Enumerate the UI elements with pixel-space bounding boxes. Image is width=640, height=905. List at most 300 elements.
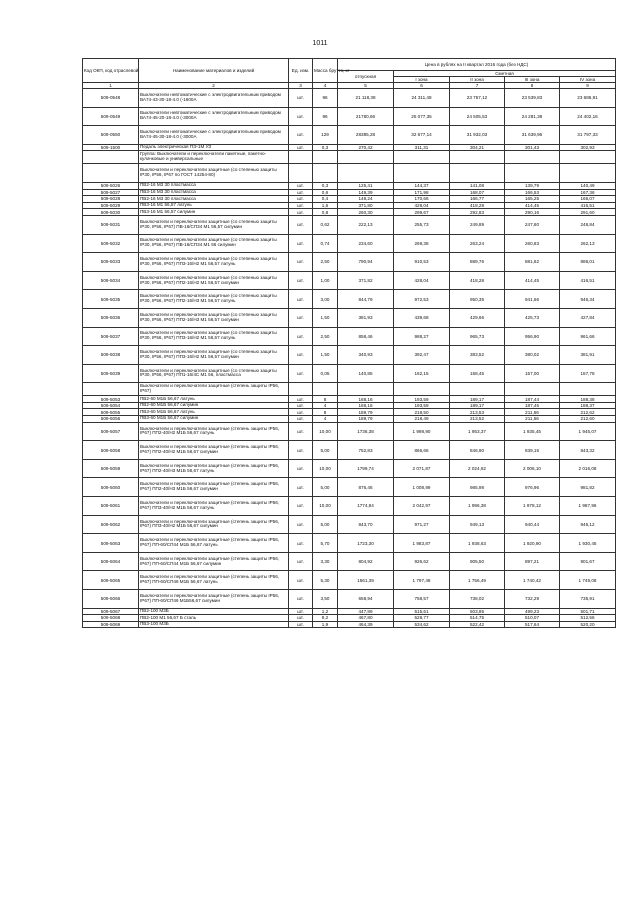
cell-z1: 988,27 (394, 327, 450, 346)
cell-mass: 0,62 (313, 215, 338, 234)
cell-name: ПВ3-60 М1Б 56,67 латунь (139, 409, 289, 416)
cell-name: Выключатели и переключатели защитные (степень защиты IP56, IP67) ПП-60/СП44 М1Б 56,67 силумин (139, 552, 289, 571)
cell-mass: 8 (313, 396, 338, 403)
cell-z2: 249,89 (450, 215, 505, 234)
cell-z1: 24 311,48 (394, 89, 450, 108)
cell-name: Выключатели и переключатели защитные (со степенью защиты IP30, IP56, IP67) ПП2-16/Н2 М1 56,57 силумин (139, 271, 289, 290)
table-row (83, 402, 616, 409)
table-row (83, 89, 616, 108)
cell-unit: шт. (289, 590, 313, 609)
table-row (83, 164, 616, 183)
cell-z4: 1 987,96 (560, 497, 616, 516)
cell-z4: 212,62 (560, 409, 616, 416)
cell-z4: 188,38 (560, 396, 616, 403)
cell-z2 (450, 151, 505, 164)
cell-code: 509-5054 (83, 402, 139, 409)
cell-z2: 522,42 (450, 621, 505, 628)
cell-z3 (505, 151, 560, 164)
cell-z2: 213,52 (450, 416, 505, 423)
cell-unit: шт. (289, 346, 313, 365)
cell-code: 509-5029 (83, 202, 139, 209)
cell-z2: 985,98 (450, 478, 505, 497)
cell-z4 (560, 164, 616, 183)
col-number: 3 (289, 83, 313, 89)
table-row (83, 441, 616, 460)
cell-z4: 501,71 (560, 608, 616, 615)
cell-unit: шт. (289, 144, 313, 151)
cell-z1: 2 071,87 (394, 459, 450, 478)
cell-name: Выключатели и переключатели защитные (со степенью защиты IP30, IP56, IP67) ПП3-16/Н2 М1 56,57 силумин (139, 346, 289, 365)
table-row (83, 608, 616, 615)
cell-name: Выключатели и переключатели защитные (со степенью защиты IP30, IP56, IP67) ПП2-16/Н3 М1 56,57 силумин (139, 308, 289, 327)
cell-z3: 247,60 (505, 215, 560, 234)
table-body (83, 89, 616, 628)
table-row (83, 202, 616, 209)
cell-z2: 23 757,12 (450, 89, 505, 108)
cell-code: 509-5026 (83, 182, 139, 189)
cell-z2: 905,50 (450, 552, 505, 571)
cell-name: ПВ3-16 М1 56,57 силумин (139, 209, 289, 216)
cell-mass: 96 (313, 89, 338, 108)
cell-z3: 881,62 (505, 253, 560, 272)
cell-mass: 5,00 (313, 441, 338, 460)
cell-release: 234,60 (338, 234, 394, 253)
cell-unit: шт. (289, 271, 313, 290)
cell-name: ПВ2-60 М1Б 56,67 силумин (139, 402, 289, 409)
cell-release: 125,41 (338, 182, 394, 189)
cell-code: 509-5061 (83, 497, 139, 516)
cell-z2: 189,17 (450, 402, 505, 409)
cell-code: 509-5055 (83, 409, 139, 416)
table-row (83, 416, 616, 423)
cell-z3: 1 978,12 (505, 497, 560, 516)
cell-code (83, 383, 139, 396)
cell-mass: 10,00 (313, 459, 338, 478)
cell-name: Выключатели и переключатели защитные (со степенью защиты IP30, IP56, IP67) ПП2-16/Н3 М1 56,57 латунь (139, 290, 289, 309)
cell-z1: 866,66 (394, 441, 450, 460)
cell-code: 509-1500 (83, 144, 139, 151)
cell-code: 509-5034 (83, 271, 139, 290)
cell-name: Выключатели и переключатели защитные (степень защиты IP56, IP67) ПП2-40/Н2 М1Б 56,67 силумин (139, 441, 289, 460)
cell-z2: 418,28 (450, 202, 505, 209)
cell-z3: 166,53 (505, 189, 560, 196)
cell-z1 (394, 383, 450, 396)
cell-release: 1736,38 (338, 422, 394, 441)
cell-z2: 383,52 (450, 346, 505, 365)
cell-release: 844,79 (338, 290, 394, 309)
cell-z3 (505, 383, 560, 396)
cell-z1: 218,50 (394, 409, 450, 416)
cell-name: Педаль электрическая ПЭ-1М УЗ (139, 144, 289, 151)
cell-z1: 218,49 (394, 416, 450, 423)
cell-code: 509-5057 (83, 422, 139, 441)
cell-z3: 211,56 (505, 409, 560, 416)
cell-release: 1799,74 (338, 459, 394, 478)
cell-z2: 889,76 (450, 253, 505, 272)
cell-z4: 167,36 (560, 189, 616, 196)
cell-z1: 428,04 (394, 271, 450, 290)
col-number: 9 (560, 83, 616, 89)
cell-release: 168,16 (338, 402, 394, 409)
cell-z1: 1 998,90 (394, 422, 450, 441)
table-row (83, 215, 616, 234)
cell-mass: 96 (313, 107, 338, 126)
cell-name: ПВ2-16 М3 30 пластмасса (139, 196, 289, 203)
cell-z3: 301,43 (505, 144, 560, 151)
cell-z3: 897,21 (505, 552, 560, 571)
cell-z1: 439,68 (394, 308, 450, 327)
table-row (83, 144, 616, 151)
table-row (83, 590, 616, 609)
cell-z2: 168,07 (450, 189, 505, 196)
cell-unit: шт. (289, 409, 313, 416)
cell-z2: 141,08 (450, 182, 505, 189)
cell-z2: 503,85 (450, 608, 505, 615)
cell-mass: 10,00 (313, 422, 338, 441)
cell-mass: 5,30 (313, 571, 338, 590)
table-row (83, 253, 616, 272)
cell-release: 467,80 (338, 615, 394, 622)
cell-name: Выключатели и переключатели защитные (степень защиты IP56, IP67) ПП-60/СП44 М1Б 56,67 латунь (139, 534, 289, 553)
cell-code: 509-5038 (83, 346, 139, 365)
table-row (83, 290, 616, 309)
cell-z4: 140,49 (560, 182, 616, 189)
cell-z3: 31 639,96 (505, 126, 560, 145)
cell-code (83, 164, 139, 183)
cell-name: ПВ3-60 М1Б 56,67 силумин (139, 416, 289, 423)
cell-unit: шт. (289, 202, 313, 209)
cell-name: Выключатели и переключатели защитные (степень защиты IP56, IP67) ПП-60/СП46 М1Б56,67 силумин (139, 590, 289, 609)
cell-z3: 941,66 (505, 290, 560, 309)
cell-z2: 166,77 (450, 196, 505, 203)
cell-name: ПВ2-16 М3 30 пластмасса (139, 182, 289, 189)
cell-name: ПВ2-100 М3Б (139, 608, 289, 615)
cell-name: Выключатели и переключатели защитные (со степенью защиты IP30, IP56, IP67) ПВ-16/СП34 М1 56 силумин (139, 234, 289, 253)
cell-release: 148,24 (338, 196, 394, 203)
cell-mass: 9,2 (313, 615, 338, 622)
cell-name: Выключатели и переключатели защитные (со степенью защиты IP30, IP56, IP67) ПП1-16/4С М1 56, пластмасса (139, 364, 289, 383)
cell-release: 1774,84 (338, 497, 394, 516)
cell-z4: 166,07 (560, 196, 616, 203)
cell-z3: 2 006,10 (505, 459, 560, 478)
cell-code: 509-5062 (83, 515, 139, 534)
cell-unit: шт. (289, 327, 313, 346)
cell-mass: 1,2 (313, 608, 338, 615)
table-row (83, 478, 616, 497)
cell-z4: 381,91 (560, 346, 616, 365)
table-row (83, 189, 616, 196)
cell-z1: 2 042,97 (394, 497, 450, 516)
table-row (83, 383, 616, 396)
cell-z2: 1 996,38 (450, 497, 505, 516)
cell-name: Выключатели и переключатели защитные (степень защиты IP56, IP67) ПП3-40/Н2 М1Б 56,67 латунь (139, 497, 289, 516)
cell-z4: 1 930,45 (560, 534, 616, 553)
cell-z3: 23 539,83 (505, 89, 560, 108)
col-number: 8 (505, 83, 560, 89)
cell-unit: шт. (289, 126, 313, 145)
cell-z4: 416,51 (560, 271, 616, 290)
header-zone-1: I зона (394, 77, 450, 83)
cell-mass: 4 (313, 416, 338, 423)
table-row (83, 534, 616, 553)
cell-code: 509-5036 (83, 308, 139, 327)
header-mass: Масса брутто, кг (313, 59, 338, 83)
header-release: отпускная (338, 71, 394, 83)
cell-z4: 945,12 (560, 515, 616, 534)
cell-unit: шт. (289, 459, 313, 478)
cell-name: Группа: Выключатели и переключатели пакетные, пакетно-кулачковые и универсальные (139, 151, 289, 164)
cell-unit: шт. (289, 89, 313, 108)
cell-unit: шт. (289, 571, 313, 590)
cell-code: 509-5030 (83, 209, 139, 216)
cell-z3: 425,73 (505, 308, 560, 327)
cell-z4: 961,66 (560, 327, 616, 346)
cell-name: Выключатели невтоматические с электродвигательным приводом ВА74-45-20-18-4.0 (-3000А (139, 107, 289, 126)
cell-z2: 738,02 (450, 590, 505, 609)
cell-mass: 1,6 (313, 202, 338, 209)
table-row (83, 308, 616, 327)
table-row (83, 515, 616, 534)
cell-unit: шт. (289, 478, 313, 497)
col-number: 6 (394, 83, 450, 89)
table-row (83, 234, 616, 253)
cell-unit: шт. (289, 441, 313, 460)
cell-z1: 171,98 (394, 189, 450, 196)
cell-name: Выключатели и переключатели защитные (степень защиты IP56, IP67) ПП3-40/Н2 М1Б 56,67 силумин (139, 515, 289, 534)
cell-release: 28385,28 (338, 126, 394, 145)
table-row (83, 126, 616, 145)
cell-code: 509-5028 (83, 196, 139, 203)
cell-z4: 735,91 (560, 590, 616, 609)
header-code: Код ОКП, код отраслевой (83, 59, 139, 83)
cell-code (83, 151, 139, 164)
cell-z4: 31 797,33 (560, 126, 616, 145)
cell-mass: 4 (313, 402, 338, 409)
cell-release: 260,30 (338, 209, 394, 216)
cell-z4 (560, 383, 616, 396)
cell-mass: 8 (313, 409, 338, 416)
table-row (83, 327, 616, 346)
cell-release: 222,13 (338, 215, 394, 234)
cell-name: ПВ2-100 М1 56,67 Б сталь (139, 615, 289, 622)
cell-mass: 0,4 (313, 196, 338, 203)
cell-unit: шт. (289, 290, 313, 309)
cell-z2: 965,73 (450, 327, 505, 346)
cell-z1: 311,31 (394, 144, 450, 151)
cell-z2: 213,53 (450, 409, 505, 416)
cell-mass: 1,00 (313, 271, 338, 290)
table-row (83, 151, 616, 164)
cell-name: Выключатели и переключатели защитные (степень защиты IP56, IP67) (139, 383, 289, 396)
cell-unit: шт. (289, 364, 313, 383)
cell-unit: шт. (289, 422, 313, 441)
cell-z3: 24 281,38 (505, 107, 560, 126)
cell-mass: 5,00 (313, 478, 338, 497)
cell-unit: шт. (289, 308, 313, 327)
cell-z3: 211,56 (505, 416, 560, 423)
cell-z3: 976,96 (505, 478, 560, 497)
cell-z2: 31 932,03 (450, 126, 505, 145)
cell-mass: 1,9 (313, 621, 338, 628)
cell-z4: 427,84 (560, 308, 616, 327)
cell-release: 168,16 (338, 396, 394, 403)
cell-unit: шт. (289, 497, 313, 516)
cell-release: 858,46 (338, 327, 394, 346)
cell-z4: 512,56 (560, 615, 616, 622)
cell-z1: 255,73 (394, 215, 450, 234)
cell-name: ПВ3-16 М3 30 пластмасса (139, 189, 289, 196)
cell-z3: 499,23 (505, 608, 560, 615)
cell-name: Выключатели и переключатели защитные (со степенью защиты IP30, IP56, IP67 по ГОСТ 14254-80) (139, 164, 289, 183)
cell-z4: 248,84 (560, 215, 616, 234)
cell-z1: 25 077,35 (394, 107, 450, 126)
cell-z3: 1 935,45 (505, 422, 560, 441)
cell-mass: 0,6 (313, 189, 338, 196)
cell-mass: 10,00 (313, 497, 338, 516)
cell-z2: 263,24 (450, 234, 505, 253)
cell-z4: 843,32 (560, 441, 616, 460)
cell-code: 509-5039 (83, 364, 139, 383)
cell-release: 804,92 (338, 552, 394, 571)
cell-code: 509-5059 (83, 459, 139, 478)
cell-z4: 262,13 (560, 234, 616, 253)
cell-z2 (450, 164, 505, 183)
cell-release: 189,79 (338, 416, 394, 423)
cell-unit: шт. (289, 182, 313, 189)
cell-release: 21780,66 (338, 107, 394, 126)
cell-z4 (560, 151, 616, 164)
cell-z1: 392,47 (394, 346, 450, 365)
cell-unit: шт. (289, 215, 313, 234)
cell-z2: 514,75 (450, 615, 505, 622)
cell-z1: 32 677,14 (394, 126, 450, 145)
table-row (83, 422, 616, 441)
cell-z2: 418,28 (450, 271, 505, 290)
cell-code: 509-5069 (83, 621, 139, 628)
header-unit: Ед. изм. (289, 59, 313, 83)
cell-release (338, 383, 394, 396)
cell-name: Выключатели и переключатели защитные (степень защиты IP56, IP67) ПП2-40/Н2 М1Б 56,67 латунь (139, 422, 289, 441)
cell-z4: 416,51 (560, 202, 616, 209)
cell-z4: 157,78 (560, 364, 616, 383)
cell-z4: 1 945,07 (560, 422, 616, 441)
cell-release: 1723,30 (338, 534, 394, 553)
cell-z1: 972,53 (394, 290, 450, 309)
cell-z3: 510,07 (505, 615, 560, 622)
cell-mass: 2,50 (313, 327, 338, 346)
cell-name: Выключатели и переключатели защитные (со степенью защиты IP30, IP56, IP67) ПВ-16/СП34 М1 56,57 силумин (139, 215, 289, 234)
cell-z4: 291,60 (560, 209, 616, 216)
cell-unit (289, 151, 313, 164)
header-smetnaya: Сметная (394, 71, 616, 77)
cell-code: 509-5067 (83, 608, 139, 615)
cell-z2: 304,21 (450, 144, 505, 151)
col-number: 4 (313, 83, 338, 89)
page-number: 1011 (312, 40, 328, 47)
cell-code: 509-5037 (83, 327, 139, 346)
cell-z3: 956,90 (505, 327, 560, 346)
cell-z1: 971,27 (394, 515, 450, 534)
cell-release: 752,83 (338, 441, 394, 460)
cell-code: 509-5053 (83, 396, 139, 403)
cell-release: 790,94 (338, 253, 394, 272)
cell-z4: 212,60 (560, 416, 616, 423)
cell-name: Выключатели невтоматические с электродвигательным приводом ВА74-45-30-18-4.0 (-3000А (139, 126, 289, 145)
cell-z2: 158,45 (450, 364, 505, 383)
header-zone-3: III зона (505, 77, 560, 83)
cell-z1: 193,59 (394, 396, 450, 403)
cell-mass: 129 (313, 126, 338, 145)
cell-mass: 5,70 (313, 534, 338, 553)
cell-code: 509-5066 (83, 590, 139, 609)
cell-z2: 292,83 (450, 209, 505, 216)
cell-z3: 517,64 (505, 621, 560, 628)
cell-z3: 839,15 (505, 441, 560, 460)
cell-release: 381,93 (338, 308, 394, 327)
cell-z2: 950,35 (450, 290, 505, 309)
cell-z1 (394, 151, 450, 164)
cell-release: 21 118,38 (338, 89, 394, 108)
cell-z3: 414,45 (505, 202, 560, 209)
cell-z1: 534,62 (394, 621, 450, 628)
cell-mass (313, 164, 338, 183)
cell-code: 509-5063 (83, 534, 139, 553)
cell-name: Выключатели и переключатели защитные (степень защиты IP56, IP67) ПП2-40/Н3 М1Б 56,67 латунь (139, 459, 289, 478)
cell-unit: шт. (289, 209, 313, 216)
table-row (83, 621, 616, 628)
cell-unit: шт. (289, 234, 313, 253)
cell-code: 509-5058 (83, 441, 139, 460)
cell-mass: 0,05 (313, 364, 338, 383)
cell-code: 509-5027 (83, 189, 139, 196)
cell-z1: 1 008,99 (394, 478, 450, 497)
cell-z2: 846,90 (450, 441, 505, 460)
table-row (83, 364, 616, 383)
cell-release: 464,39 (338, 621, 394, 628)
cell-mass: 0,3 (313, 182, 338, 189)
table-row (83, 459, 616, 478)
cell-z3: 380,02 (505, 346, 560, 365)
cell-mass: 0,8 (313, 209, 338, 216)
table-row (83, 571, 616, 590)
cell-z2: 1 938,63 (450, 534, 505, 553)
cell-release: 140,85 (338, 364, 394, 383)
cell-z3: 165,25 (505, 196, 560, 203)
cell-z2: 2 024,62 (450, 459, 505, 478)
cell-z3: 732,29 (505, 590, 560, 609)
cell-z4: 886,01 (560, 253, 616, 272)
cell-mass: 3,00 (313, 290, 338, 309)
cell-unit: шт. (289, 402, 313, 409)
cell-release: 843,70 (338, 515, 394, 534)
cell-name: Выключатели и переключатели защитные (степень защиты IP56, IP67) ПП2-40/Н3 М1Б 56,67 силумин (139, 478, 289, 497)
cell-unit: шт. (289, 196, 313, 203)
cell-mass (313, 383, 338, 396)
cell-z3: 1 920,90 (505, 534, 560, 553)
cell-unit: шт. (289, 608, 313, 615)
cell-unit: шт. (289, 621, 313, 628)
cell-code: 509-5068 (83, 615, 139, 622)
cell-z1 (394, 164, 450, 183)
cell-z3: 414,45 (505, 271, 560, 290)
cell-z2: 1 756,49 (450, 571, 505, 590)
cell-name: ПВ2-60 М1Б 56,67 латунь (139, 396, 289, 403)
cell-z1: 170,66 (394, 196, 450, 203)
cell-z3 (505, 164, 560, 183)
cell-unit: шт. (289, 107, 313, 126)
cell-unit: шт. (289, 416, 313, 423)
cell-name: Выключатели и переключатели защитные (со степенью защиты IP30, IP56, IP67) ПП3-16/Н2 М1 56,57 латунь (139, 253, 289, 272)
